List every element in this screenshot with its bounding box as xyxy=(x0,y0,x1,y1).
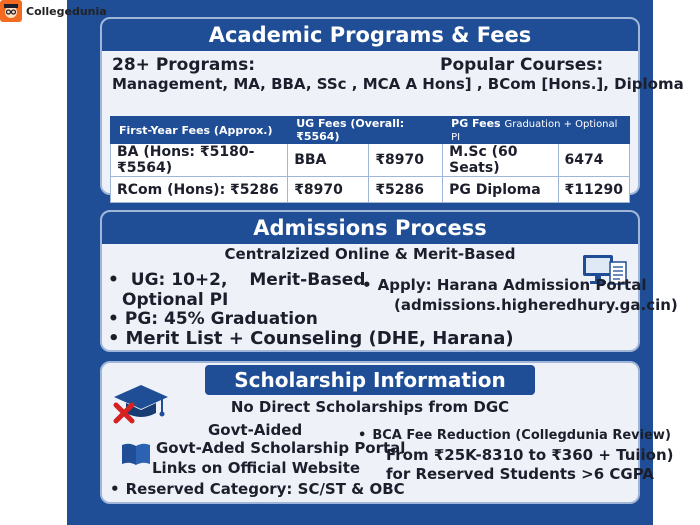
portal-url[interactable]: (admissions.higheredhury.ga.cin) xyxy=(394,296,678,314)
scholarship-panel xyxy=(100,361,674,504)
book-icon xyxy=(120,441,152,467)
programs-title: Academic Programs & Fees xyxy=(102,19,638,51)
optional-pi: Optional PI xyxy=(122,290,229,310)
table-cell: ₹8970 xyxy=(288,177,369,203)
apply-label: Apply: Harana Admission Portal xyxy=(377,276,647,294)
no-scholarship-note: No Direct Scholarships from DGC xyxy=(230,398,510,416)
student-glasses-icon xyxy=(0,0,22,22)
fee-range: From ₹25K-8310 to ₹360 + Tuiion) xyxy=(386,446,674,464)
fees-header-pg xyxy=(443,117,630,144)
ug-label: UG: 10+2, xyxy=(130,270,228,290)
pg-label: PG: 45% Graduation xyxy=(124,309,318,329)
reserved-students: for Reserved Students >6 CGPA xyxy=(386,465,654,483)
fees-table xyxy=(110,116,630,203)
fees-header-firstyear: First-Year Fees (Approx.) xyxy=(111,117,288,144)
admissions-panel xyxy=(100,210,678,352)
table-cell: M.Sc (60 Seats) xyxy=(443,144,558,177)
program-count: 28+ Programs: xyxy=(112,55,255,75)
admissions-title: Admissions Process xyxy=(102,212,638,244)
bca-fee-reduction xyxy=(358,428,671,443)
reserved-label: Reserved Category: SC/ST & OBC xyxy=(125,480,405,498)
scholarship-portal: Govt-Aded Scholarship Portal xyxy=(156,439,406,457)
brand-name: Collegedunia xyxy=(26,4,107,18)
ug-merit: Merit-Based xyxy=(249,270,366,290)
ug-requirement xyxy=(108,270,365,290)
table-cell: ₹11290 xyxy=(558,177,629,203)
table-cell: BA (Hons: ₹5180-₹5564) xyxy=(111,144,288,177)
table-cell: BBA xyxy=(288,144,369,177)
programs-panel xyxy=(100,17,684,198)
brand[interactable] xyxy=(0,0,107,22)
popular-courses-label: Popular Courses: xyxy=(440,55,604,75)
fees-header-grad: Graduation + Optional PI xyxy=(451,119,618,143)
table-cell: RCom (Hons): ₹5286 xyxy=(111,177,288,203)
fees-header-ug: UG Fees (Overall: ₹5564) xyxy=(288,117,443,144)
portal-links: Links on Official Website xyxy=(152,459,361,477)
table-row xyxy=(111,144,630,177)
reserved-category xyxy=(110,480,405,498)
scholarship-title: Scholarship Information xyxy=(205,365,535,395)
pg-requirement xyxy=(108,309,318,329)
bca-label: BCA Fee Reduction (Collegdunia Review) xyxy=(372,428,671,443)
govt-aided-label: Govt-Aided xyxy=(208,421,303,439)
table-cell: PG Diploma xyxy=(443,177,558,203)
table-cell: ₹5286 xyxy=(369,177,443,203)
fees-header-pg-label: PG Fees xyxy=(451,117,501,130)
admissions-subtitle: Centralzized Online & Merit-Based xyxy=(224,245,516,263)
table-cell: 6474 xyxy=(558,144,629,177)
programs-list: Management, MA, BBA, SSc , MCA A Hons] , BCom [Hons.], Diploma xyxy=(112,75,684,93)
table-cell: ₹8970 xyxy=(369,144,443,177)
table-row xyxy=(111,177,630,203)
merit-list xyxy=(108,328,514,349)
merit-label: Merit List + Counseling (DHE, Harana) xyxy=(125,328,514,349)
apply-portal xyxy=(362,276,647,294)
